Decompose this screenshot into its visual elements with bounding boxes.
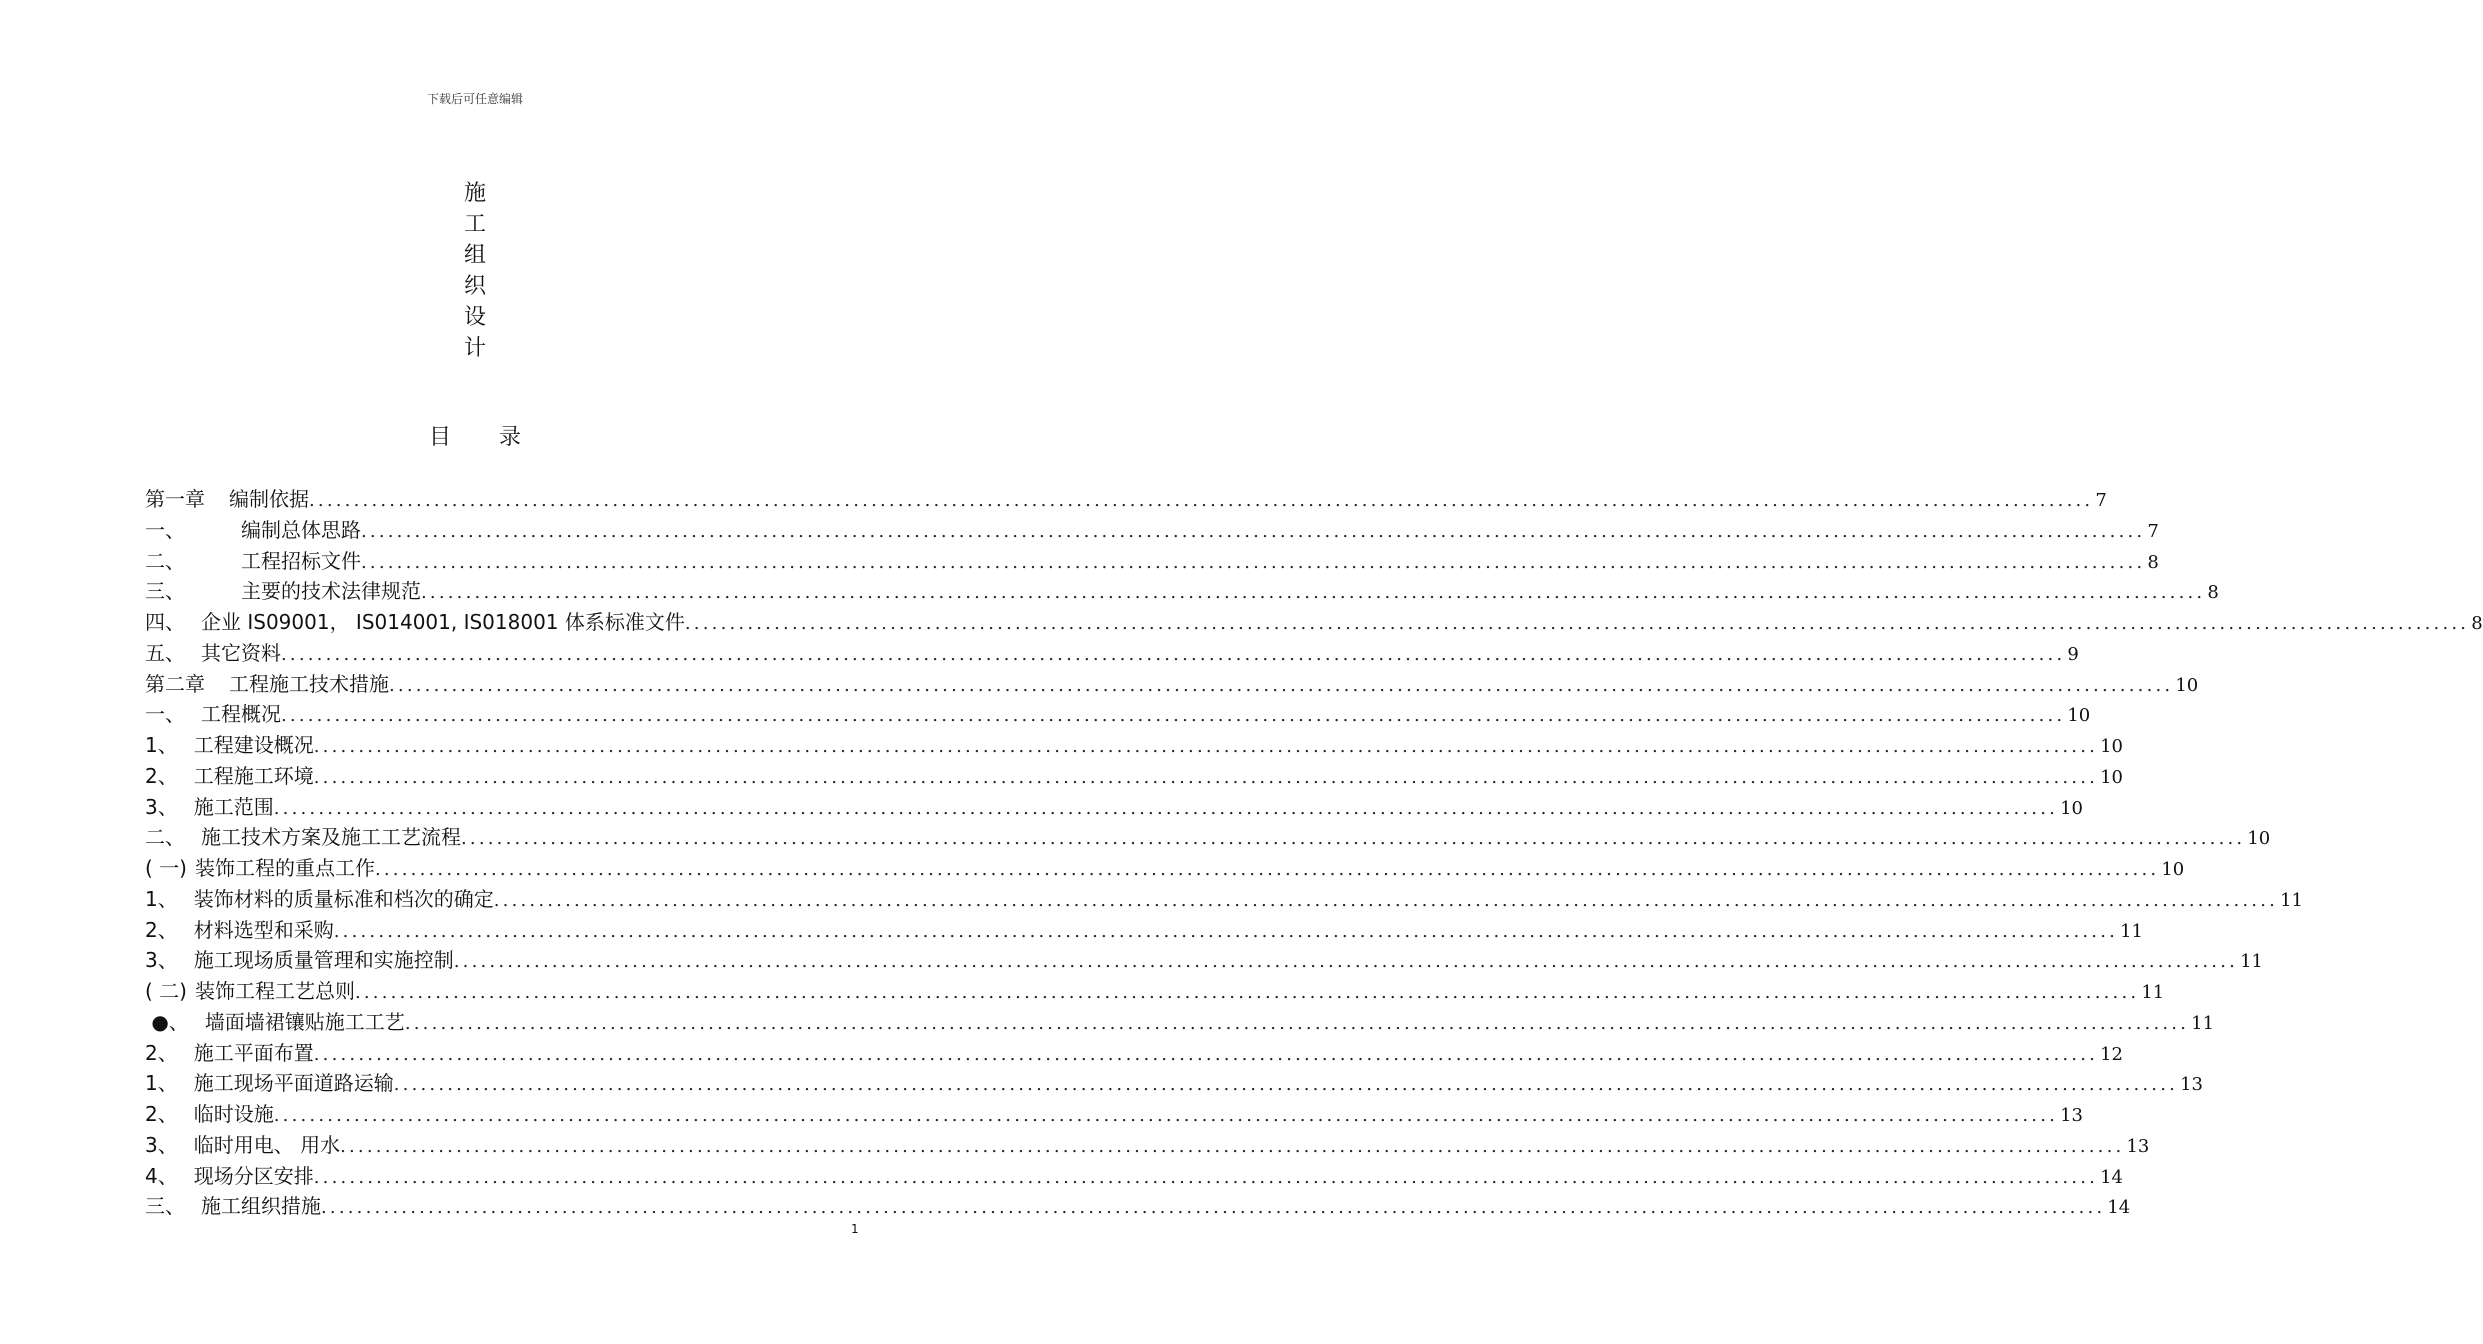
- header-note: 下载后可任意编辑: [426, 92, 523, 106]
- toc-entry-page: 10: [2161, 859, 2185, 880]
- toc-entry[interactable]: [145, 515, 2159, 546]
- toc-entry-page: 10: [2247, 828, 2271, 850]
- toc-dot-leader: ........................................................................................................................................................................................................: [309, 490, 2094, 511]
- toc-dot-leader: ........................................................................................................................................................................................................: [461, 828, 2246, 850]
- toc-entry-title: 施工范围: [193, 794, 274, 819]
- toc-entry-number: 一、: [145, 702, 185, 727]
- title-char: 组: [463, 243, 486, 268]
- toc-entry-page: 10: [2175, 674, 2199, 696]
- toc-dot-leader: ........................................................................................................................................................................................................: [273, 797, 2059, 819]
- toc-entry-title: 临时用电、 用水: [193, 1132, 341, 1157]
- toc-entry-number: 二、: [145, 548, 185, 573]
- toc-dot-leader: ........................................................................................................................................................................................................: [313, 736, 2099, 757]
- toc-entry-number: 2、: [145, 1102, 178, 1126]
- toc-entry-page: 7: [2095, 490, 2107, 511]
- toc-entry-title: 工程施工技术措施: [229, 671, 389, 696]
- toc-dot-leader: ........................................................................................................................................................................................................: [340, 1135, 2125, 1157]
- toc-entry-title: 施工组织措施: [201, 1194, 321, 1219]
- toc-entry-page: 10: [2100, 766, 2123, 788]
- toc-entry-number: 1、: [145, 733, 178, 757]
- toc-dot-leader: ........................................................................................................................................................................................................: [493, 889, 2279, 911]
- toc-entry-title: 施工现场质量管理和实施控制: [193, 948, 454, 973]
- toc-entry-page: 11: [2191, 1012, 2215, 1034]
- document-title: [460, 178, 490, 364]
- toc-entry-title: 装饰工程工艺总则: [194, 979, 355, 1003]
- toc-entry-page: 8: [2147, 551, 2159, 573]
- toc-entry[interactable]: [145, 669, 2199, 700]
- toc-dot-leader: ........................................................................................................................................................................................................: [313, 1166, 2099, 1188]
- toc-entry-number: 4、: [145, 1163, 178, 1188]
- toc-entry-page: 10: [2060, 797, 2083, 819]
- toc-entry-title: 施工平面布置: [193, 1040, 314, 1065]
- toc-entry[interactable]: [145, 576, 2219, 607]
- toc-entry[interactable]: [145, 1191, 2131, 1222]
- toc-entry[interactable]: [145, 1130, 2150, 1161]
- toc-entry[interactable]: [145, 546, 2159, 577]
- toc-dot-leader: ........................................................................................................................................................................................................: [389, 674, 2174, 696]
- toc-entry[interactable]: [145, 976, 2165, 1007]
- toc-entry-title: 工程招标文件: [241, 548, 361, 573]
- table-of-contents: [145, 484, 2483, 1222]
- toc-entry-title: 其它资料: [201, 640, 281, 665]
- toc-dot-leader: ........................................................................................................................................................................................................: [281, 705, 2066, 727]
- toc-entry-number: 三、: [145, 1194, 185, 1219]
- toc-entry[interactable]: [145, 607, 2483, 638]
- toc-entry-number: 1、: [145, 886, 178, 911]
- toc-dot-leader: ........................................................................................................................................................................................................: [321, 1197, 2106, 1219]
- title-char: 施: [463, 181, 486, 206]
- toc-entry-number: 3、: [145, 948, 178, 973]
- toc-dot-leader: ........................................................................................................................................................................................................: [393, 1074, 2179, 1096]
- toc-entry-number: 一、: [145, 517, 185, 542]
- toc-entry[interactable]: [145, 792, 2083, 823]
- toc-entry-number: ( 二): [145, 979, 187, 1003]
- toc-entry[interactable]: [145, 699, 2091, 730]
- toc-entry-number: 3、: [145, 794, 178, 819]
- toc-entry-number: 第一章: [145, 487, 205, 511]
- toc-entry-title: 材料选型和采购: [193, 917, 334, 942]
- toc-entry-title: 工程建设概况: [193, 733, 314, 757]
- toc-entry-page: 12: [2100, 1043, 2123, 1065]
- toc-entry[interactable]: [145, 761, 2123, 792]
- toc-entry-number: 2、: [145, 763, 178, 788]
- toc-entry[interactable]: [145, 1161, 2123, 1192]
- toc-entry-number: 四、: [145, 610, 185, 634]
- toc-entry[interactable]: [145, 884, 2303, 915]
- toc-entry-page: 13: [2060, 1105, 2083, 1126]
- toc-dot-leader: ........................................................................................................................................................................................................: [404, 1012, 2190, 1034]
- toc-entry-title: 编制总体思路: [241, 517, 361, 542]
- title-char: 计: [463, 336, 486, 361]
- toc-heading: [0, 420, 950, 451]
- toc-entry[interactable]: [145, 730, 2123, 761]
- toc-entry-page: 13: [2126, 1135, 2150, 1157]
- toc-entry-page: 9: [2067, 643, 2079, 665]
- toc-dot-leader: ........................................................................................................................................................................................................: [273, 1105, 2059, 1126]
- title-char: 工: [463, 212, 486, 237]
- toc-entry-page: 11: [2240, 951, 2263, 973]
- toc-dot-leader: ........................................................................................................................................................................................................: [354, 982, 2140, 1003]
- toc-entry[interactable]: [145, 638, 2079, 669]
- toc-entry-title: 编制依据: [229, 487, 309, 511]
- page-number: 1: [851, 1222, 859, 1236]
- toc-entry-page: 11: [2120, 920, 2143, 942]
- toc-entry[interactable]: [145, 1068, 2203, 1099]
- toc-entry-title: 装饰材料的质量标准和档次的确定: [193, 886, 494, 911]
- toc-heading-left: 目: [428, 425, 451, 450]
- title-char: 织: [463, 274, 486, 299]
- toc-entry-page: 13: [2180, 1074, 2203, 1096]
- toc-dot-leader: ........................................................................................................................................................................................................: [421, 582, 2206, 604]
- toc-dot-leader: ........................................................................................................................................................................................................: [453, 951, 2239, 973]
- toc-entry-page: 7: [2147, 520, 2159, 542]
- toc-entry-page: 8: [2207, 582, 2219, 604]
- toc-entry[interactable]: [145, 1007, 2215, 1038]
- toc-dot-leader: ........................................................................................................................................................................................................: [313, 766, 2099, 788]
- toc-entry[interactable]: [145, 1038, 2123, 1069]
- toc-dot-leader: ........................................................................................................................................................................................................: [374, 859, 2160, 880]
- toc-entry-page: 14: [2107, 1197, 2131, 1219]
- toc-heading-right: 录: [499, 425, 522, 450]
- toc-entry-title: 主要的技术法律规范: [241, 579, 421, 604]
- toc-dot-leader: ........................................................................................................................................................................................................: [313, 1043, 2099, 1065]
- toc-entry-title: 临时设施: [193, 1102, 274, 1126]
- toc-entry[interactable]: [145, 1099, 2083, 1130]
- toc-entry-page: 10: [2100, 736, 2123, 757]
- toc-entry-title: 企业 IS09001， IS014001, IS018001 体系标准文件: [201, 610, 685, 634]
- toc-entry-number: ●、: [145, 1009, 189, 1034]
- toc-entry-number: 2、: [145, 917, 178, 942]
- toc-entry-page: 10: [2067, 705, 2091, 727]
- toc-entry-number: 二、: [145, 825, 185, 850]
- toc-entry-title: 墙面墙裙镶贴施工工艺: [204, 1009, 405, 1034]
- toc-dot-leader: ........................................................................................................................................................................................................: [333, 920, 2119, 942]
- toc-entry[interactable]: [145, 822, 2271, 853]
- toc-entry-title: 施工技术方案及施工工艺流程: [201, 825, 461, 850]
- toc-entry-number: 2、: [145, 1040, 178, 1065]
- toc-dot-leader: ........................................................................................................................................................................................................: [361, 520, 2146, 542]
- toc-entry-page: 11: [2280, 889, 2303, 911]
- toc-dot-leader: ........................................................................................................................................................................................................: [281, 643, 2066, 665]
- title-char: 设: [463, 305, 486, 330]
- toc-dot-leader: ........................................................................................................................................................................................................: [361, 551, 2146, 573]
- toc-entry-title: 工程概况: [201, 702, 281, 727]
- toc-entry-page: 8: [2471, 613, 2483, 634]
- toc-entry-number: 五、: [145, 640, 185, 665]
- toc-entry[interactable]: [145, 915, 2143, 946]
- toc-entry[interactable]: [145, 945, 2263, 976]
- toc-entry-number: 3、: [145, 1132, 178, 1157]
- toc-dot-leader: ........................................................................................................................................................................................................: [684, 613, 2470, 634]
- toc-entry-title: 装饰工程的重点工作: [194, 856, 375, 880]
- toc-entry-number: ( 一): [145, 856, 187, 880]
- toc-entry-number: 三、: [145, 579, 185, 604]
- toc-entry-title: 现场分区安排: [193, 1163, 314, 1188]
- toc-entry[interactable]: [145, 853, 2185, 884]
- toc-entry-title: 施工现场平面道路运输: [193, 1071, 394, 1096]
- toc-entry-title: 工程施工环境: [193, 763, 314, 788]
- toc-entry[interactable]: [145, 484, 2107, 515]
- toc-entry-page: 11: [2141, 982, 2165, 1003]
- toc-entry-page: 14: [2100, 1166, 2123, 1188]
- toc-entry-number: 1、: [145, 1071, 178, 1096]
- toc-entry-number: 第二章: [145, 671, 205, 696]
